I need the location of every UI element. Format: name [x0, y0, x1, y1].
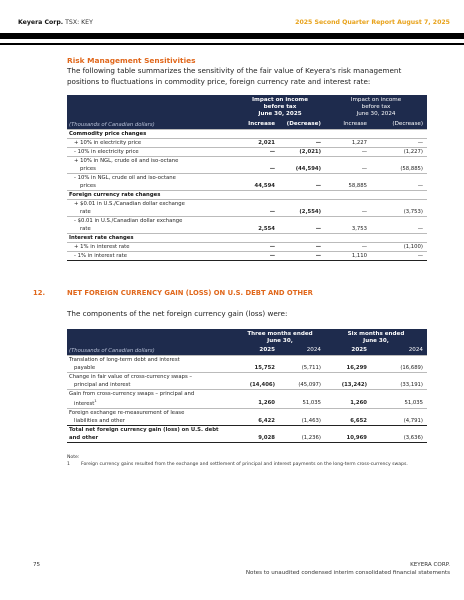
value-cell: 44,594 [254, 182, 275, 189]
footer-subtitle: Notes to unaudited condensed interim consolidated financial statements [245, 570, 450, 576]
value-cell: — [279, 138, 325, 147]
empty-cell [279, 216, 325, 225]
row-label-continued: rate [80, 225, 91, 232]
value-cell: — [325, 147, 371, 156]
empty-cell [235, 199, 279, 208]
value-cell: — [315, 225, 321, 232]
value-cell: 15,752 [254, 365, 275, 372]
header-group-2024: Impact on income before tax June 30, 2024 [325, 95, 427, 120]
empty-cell [371, 373, 427, 382]
table-header [67, 329, 427, 346]
row-label: Foreign exchange re-measurement of lease [67, 409, 235, 418]
value-cell: — [361, 165, 367, 172]
value-cell: (33,191) [400, 382, 423, 389]
col-2024-six: 2024 [371, 346, 427, 356]
empty-cell [325, 173, 371, 182]
footnote-number: 1 [67, 462, 70, 467]
empty-cell [235, 426, 279, 435]
row-label-continued: rate [80, 208, 91, 215]
empty-cell [235, 373, 279, 382]
row-label: + 1% in interest rate [67, 242, 235, 251]
value-cell: 1,260 [258, 400, 275, 407]
row-label-continued: liabilities and other [74, 418, 125, 425]
empty-cell [279, 199, 325, 208]
value-cell: — [279, 242, 325, 251]
col-2025-six: 2025 [325, 346, 371, 356]
value-cell: — [235, 242, 279, 251]
risk-sensitivity-table [67, 95, 427, 261]
row-label-continued: prices [80, 165, 96, 172]
value-cell: (3,753) [403, 208, 423, 215]
empty-cell [235, 156, 279, 165]
value-cell: (1,100) [371, 242, 427, 251]
table-row [67, 156, 427, 165]
value-cell: — [325, 242, 371, 251]
value-cell: 51,035 [302, 400, 321, 407]
table-row [67, 138, 427, 147]
section-title-fx: NET FOREIGN CURRENCY GAIN (LOSS) ON U.S. DEBT AND OTHER [67, 289, 313, 297]
value-cell: — [315, 182, 321, 189]
table-row-continued [67, 398, 427, 408]
col-decrease-2024: (Decrease) [371, 120, 427, 130]
row-label: - 10% in NGL, crude oil and iso-octane [67, 173, 235, 182]
value-cell: 6,422 [258, 418, 275, 425]
value-cell: 6,652 [350, 418, 367, 425]
ticker-symbol: TSX: KEY [65, 19, 93, 26]
table-row-continued [67, 364, 427, 373]
empty-cell [325, 390, 371, 399]
footnote-marker: 1 [94, 399, 97, 404]
empty-cell [371, 426, 427, 435]
risk-table-body [67, 129, 427, 260]
value-cell: 16,299 [346, 365, 367, 372]
section-number: 12. [33, 289, 46, 297]
table-row-continued [67, 417, 427, 426]
note-label: Note: [67, 455, 80, 460]
row-label: - $0.01 in U.S./Canadian dollar exchange [67, 216, 235, 225]
report-title: 2025 Second Quarter Report August 7, 2025 [295, 19, 450, 26]
company-name: Keyera Corp. TSX: KEY [18, 19, 93, 26]
empty-cell [371, 390, 427, 399]
empty-cell [279, 373, 325, 382]
table-row [67, 390, 427, 399]
empty-cell [325, 156, 371, 165]
value-cell: (14,406) [249, 382, 275, 389]
value-cell: (2,021) [279, 147, 325, 156]
total-row-continued [67, 434, 427, 443]
value-cell: — [417, 225, 423, 232]
section-intro-fx: The components of the net foreign currency gain (loss) were: [67, 309, 288, 318]
row-label: Gain from cross-currency swaps – principal and [67, 390, 235, 399]
table-row [67, 173, 427, 182]
value-cell: 1,227 [325, 138, 371, 147]
units-label: (Thousands of Canadian dollars) [67, 329, 235, 356]
col-2024-three: 2024 [279, 346, 325, 356]
table-row [67, 356, 427, 365]
empty-cell [325, 199, 371, 208]
table-row-continued [67, 165, 427, 174]
value-cell: 1,110 [325, 251, 371, 260]
table-row-continued [67, 381, 427, 390]
header-group-six-months: Six months ended June 30, [325, 329, 427, 346]
value-cell: — [371, 138, 427, 147]
empty-cell [235, 356, 279, 365]
table-row [67, 251, 427, 260]
value-cell: (45,097) [298, 382, 321, 389]
value-cell: 58,885 [348, 182, 367, 189]
empty-cell [235, 173, 279, 182]
value-cell: — [235, 147, 279, 156]
value-cell: (44,594) [295, 165, 321, 172]
row-label: + 10% in NGL, crude oil and iso-octane [67, 156, 235, 165]
category-row [67, 233, 427, 242]
category-label: Commodity price changes [67, 129, 427, 138]
table-row-continued [67, 225, 427, 234]
value-cell: — [361, 208, 367, 215]
row-label: + 10% in electricity price [67, 138, 235, 147]
header-group-2025: Impact on income before tax June 30, 2025 [235, 95, 325, 120]
table-row-continued [67, 182, 427, 191]
table-row [67, 147, 427, 156]
value-cell: 51,035 [404, 400, 423, 407]
value-cell: (1,227) [371, 147, 427, 156]
empty-cell [371, 409, 427, 418]
value-cell: (58,885) [400, 165, 423, 172]
value-cell: 1,260 [350, 400, 367, 407]
empty-cell [371, 199, 427, 208]
table-row-continued [67, 208, 427, 217]
section-intro-risk: The following table summarizes the sensitivity of the fair value of Keyera's risk management positions to fluctuations in commodity price, foreign currency rate and interest rate: [67, 66, 402, 86]
empty-cell [279, 173, 325, 182]
table-row [67, 242, 427, 251]
fx-gain-table [67, 329, 427, 443]
empty-cell [371, 216, 427, 225]
col-increase-2024: Increase [325, 120, 371, 130]
row-label-continued: payable [74, 365, 96, 372]
category-label: Interest rate changes [67, 233, 427, 242]
footer-company: KEYERA CORP. [410, 562, 450, 568]
value-cell: (13,242) [341, 382, 367, 389]
total-value: (1,236) [279, 434, 325, 443]
col-increase-2025: Increase [235, 120, 279, 130]
col-decrease-2025: (Decrease) [279, 120, 325, 130]
row-label: + $0.01 in U.S./Canadian dollar exchange [67, 199, 235, 208]
empty-cell [279, 356, 325, 365]
category-row [67, 129, 427, 138]
value-cell: — [417, 182, 423, 189]
table-row [67, 199, 427, 208]
value-cell: — [371, 251, 427, 260]
total-label: Total net foreign currency gain (loss) on U.S. debt [67, 426, 235, 435]
empty-cell [279, 390, 325, 399]
value-cell: 2,554 [258, 225, 275, 232]
fx-table-body [67, 356, 427, 443]
total-label-continued: and other [67, 434, 235, 443]
table-row [67, 216, 427, 225]
table-header [67, 95, 427, 120]
total-row [67, 426, 427, 435]
value-cell: (2,554) [299, 208, 321, 215]
header-band [0, 33, 464, 39]
row-label: Translation of long-term debt and interest [67, 356, 235, 365]
row-label: - 1% in interest rate [67, 251, 235, 260]
total-value: 9,028 [235, 434, 279, 443]
value-cell: (16,689) [400, 365, 423, 372]
empty-cell [279, 156, 325, 165]
row-label-continued: prices [80, 182, 96, 189]
row-label-continued: interest$^1$ [74, 399, 97, 408]
footnote-text: Foreign currency gains resulted from the exchange and settlement of principal and interest payments on the long-term cross-currency swaps. [81, 462, 408, 467]
empty-cell [325, 373, 371, 382]
header-group-three-months: Three months ended June 30, [235, 329, 325, 346]
footnote [67, 462, 427, 468]
value-cell: — [269, 208, 275, 215]
category-row [67, 190, 427, 199]
value-cell: (5,711) [301, 365, 321, 372]
empty-cell [371, 156, 427, 165]
empty-cell [325, 216, 371, 225]
value-cell: — [235, 251, 279, 260]
page-number: 75 [33, 562, 41, 568]
value-cell: 3,753 [351, 225, 367, 232]
empty-cell [325, 409, 371, 418]
empty-cell [279, 409, 325, 418]
value-cell: (4,791) [403, 418, 423, 425]
header-rule [0, 43, 464, 45]
row-label: - 10% in electricity price [67, 147, 235, 156]
value-cell: (1,463) [301, 418, 321, 425]
empty-cell [371, 173, 427, 182]
empty-cell [325, 356, 371, 365]
units-label: (Thousands of Canadian dollars) [67, 95, 235, 129]
total-value: (3,636) [371, 434, 427, 443]
col-2025-three: 2025 [235, 346, 279, 356]
total-value: 10,969 [325, 434, 371, 443]
empty-cell [279, 426, 325, 435]
empty-cell [371, 356, 427, 365]
empty-cell [325, 426, 371, 435]
row-label: Change in fair value of cross-currency swaps – [67, 373, 235, 382]
empty-cell [235, 409, 279, 418]
table-row [67, 409, 427, 418]
value-cell: — [269, 165, 275, 172]
empty-cell [235, 216, 279, 225]
empty-cell [235, 390, 279, 399]
value-cell: 2,021 [235, 138, 279, 147]
section-title-risk: Risk Management Sensitivities [67, 56, 196, 65]
row-label-continued: principal and interest [74, 382, 131, 389]
table-row [67, 373, 427, 382]
value-cell: — [279, 251, 325, 260]
category-label: Foreign currency rate changes [67, 190, 427, 199]
